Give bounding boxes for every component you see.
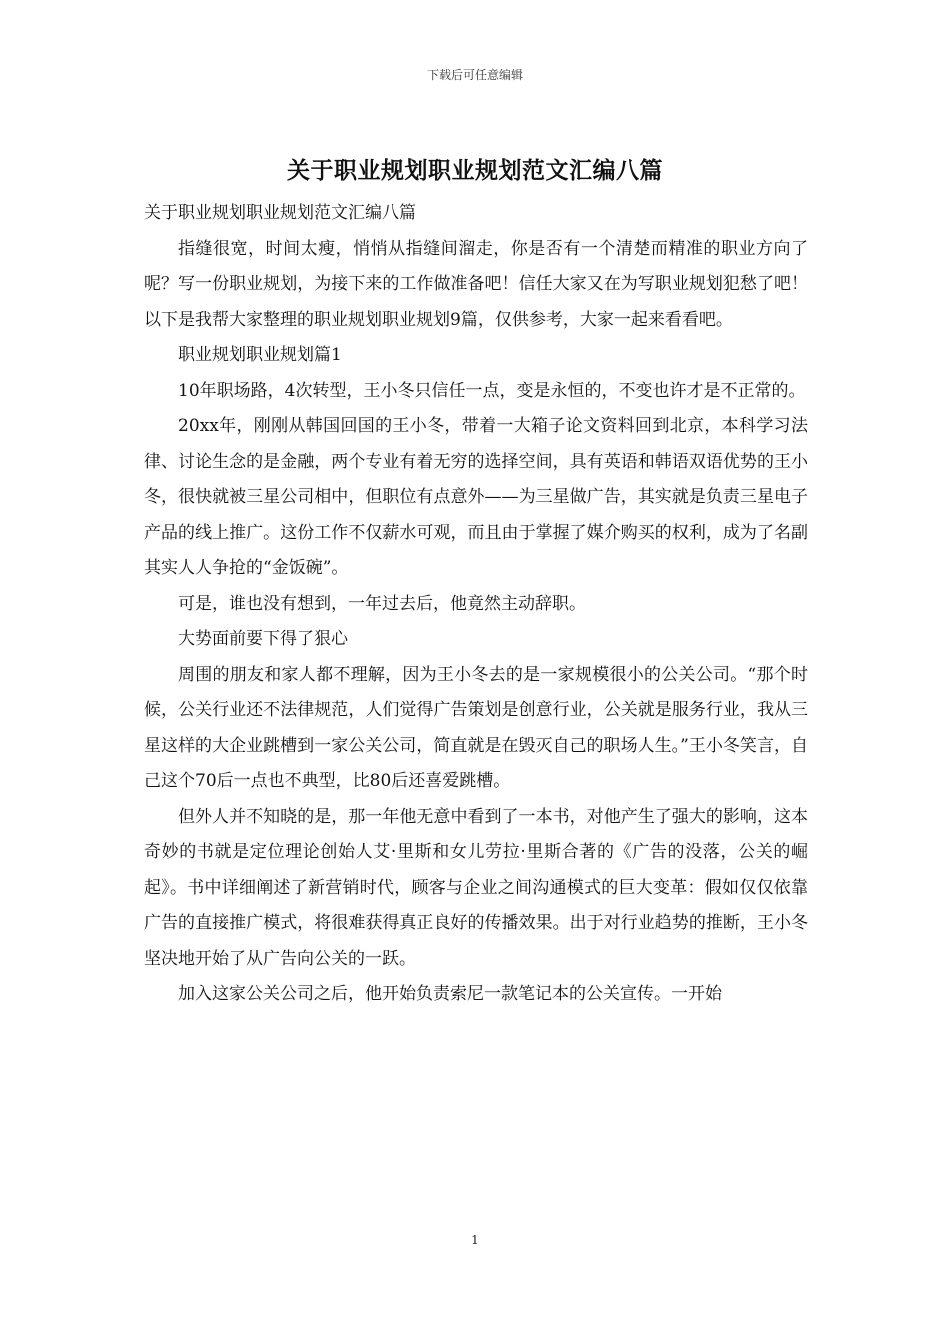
paragraph: 20xx年，刚刚从韩国回国的王小冬，带着一大箱子论文资料回到北京，本科学习法律、讨论生念的是金融，两个专业有着无穷的选择空间，具有英语和韩语双语优势的王小冬，很快就被三星公司相中，但职位有点意外——为三星做广告，其实就是负责三星电子产品的线上推广。这份工作不仅薪水可观，而且由于掌握了媒介购买的权利，成为了名副其实人人争抢的“金饭碗”。: [144, 416, 808, 578]
document-title: 关于职业规划职业规划范文汇编八篇: [287, 157, 663, 184]
section-heading: 职业规划职业规划篇1: [178, 345, 342, 365]
document-body: [144, 196, 808, 1013]
page-number: 1: [471, 1233, 479, 1247]
header-note: 下载后可任意编辑: [426, 68, 523, 82]
paragraph: 10年职场路，4次转型，王小冬只信任一点，变是永恒的，不变也许才是不正常的。: [178, 380, 806, 401]
paragraph: 周围的朋友和家人都不理解，因为王小冬去的是一家规模很小的公关公司。“那个时候，公关行业还不法律规范，人们觉得广告策划是创意行业，公关就是服务行业，我从三星这样的大企业跳槽到一家公关公司，简直就是在毁灭自己的职场人生。”王小冬笑言，自己这个70后一点也不典型，比80后还喜爱跳槽。: [144, 664, 808, 791]
paragraph: 指缝很宽，时间太瘦，悄悄从指缝间溜走，你是否有一个清楚而精准的职业方向了呢？写一份职业规划，为接下来的工作做准备吧！信任大家又在为写职业规划犯愁了吧！以下是我帮大家整理的职业规划职业规划9篇，仅供参考，大家一起来看看吧。: [144, 238, 808, 330]
paragraph: 可是，谁也没有想到，一年过去后，他竟然主动辞职。: [178, 593, 586, 614]
paragraph-subtitle: 关于职业规划职业规划范文汇编八篇: [144, 203, 416, 223]
paragraph: 但外人并不知晓的是，那一年他无意中看到了一本书，对他产生了强大的影响，这本奇妙的书就是定位理论创始人艾·里斯和女儿劳拉·里斯合著的《广告的没落，公关的崛起》。书中详细阐述了新营销时代，顾客与企业之间沟通模式的巨大变革：假如仅仅依靠广告的直接推广模式，将很难获得真正良好的传播效果。出于对行业趋势的推断，王小冬坚决地开始了从广告向公关的一跃。: [144, 806, 808, 969]
paragraph: 加入这家公关公司之后，他开始负责索尼一款笔记本的公关宣传。一开始: [178, 984, 722, 1004]
section-heading: 大势面前要下得了狠心: [178, 629, 348, 649]
